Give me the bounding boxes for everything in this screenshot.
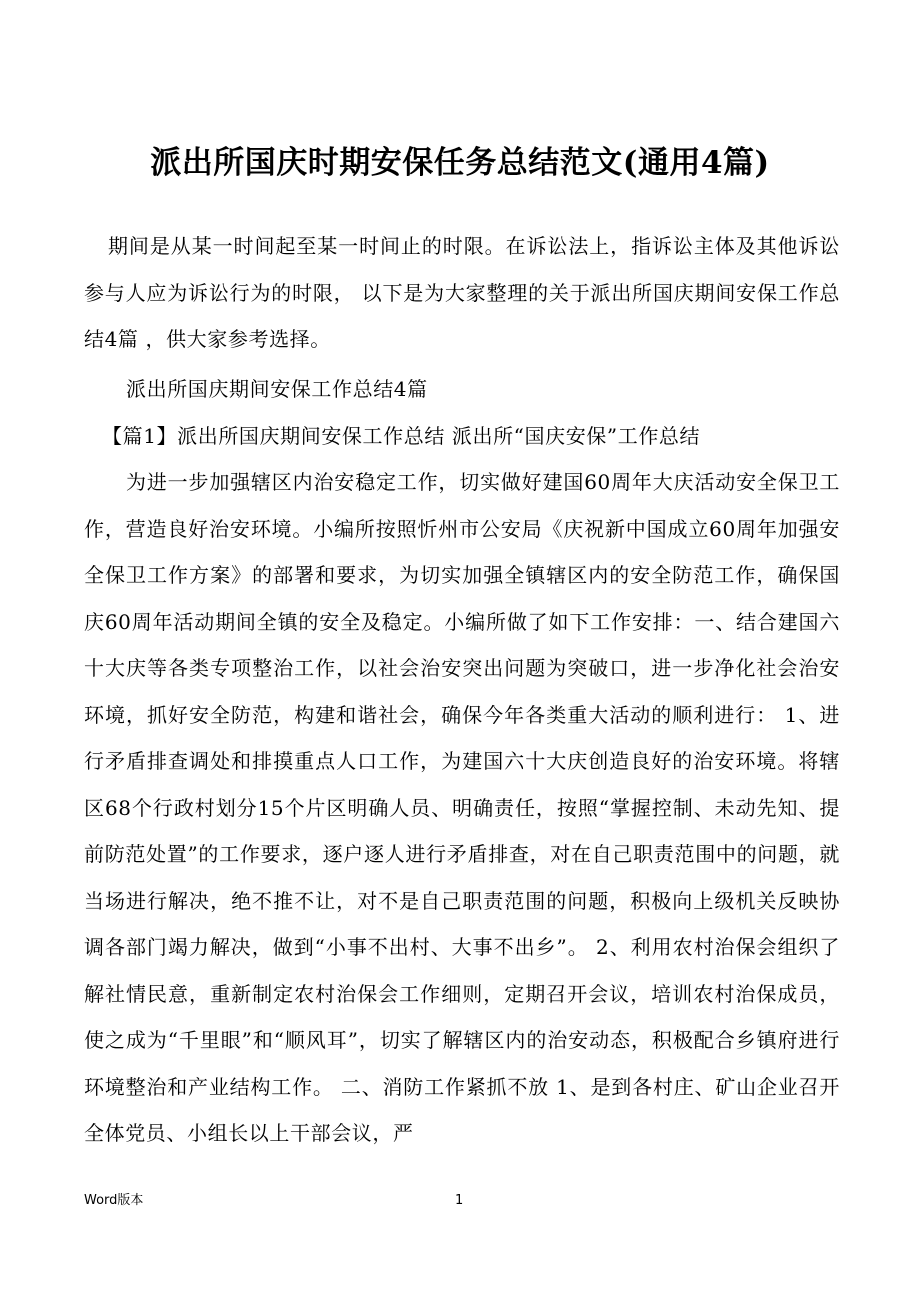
page-number: 1 [455, 1193, 464, 1208]
document-title: 派出所国庆时期安保任务总结范文(通用4篇) [150, 145, 770, 181]
main-paragraph: 为进一步加强辖区内治安稳定工作，切实做好建国60周年大庆活动安全保卫工作，营造良好治安环境。小编所按照忻州市公安局《庆祝新中国成立60周年加强安全保卫工作方案》的部署和要求，为切实加强全镇辖区内的安全防范工作，确保国庆60周年活动期间全镇的安全及稳定。小编所做了如下工作安排：一、结合建国六十大庆等各类专项整治工作，以社会治安突出问题为突破口，进一步净化社会治安环境，抓好安全防范，构建和谐社会，确保今年各类重大活动的顺利进行： 1、进行矛盾排查调处和排摸重点人口工作，为建国六十大庆创造良好的治安环境。将辖区68个行政村划分15个片区明确人员、明确责任，按照“掌握控制、未动先知、提前防范处置”的工作要求，逐户逐人进行矛盾排查，对在自己职责范围中的问题，就当场进行解决，绝不推不让，对不是自己职责范围的问题，积极向上级机关反映协调各部门竭力解决，做到“小事不出村、大事不出乡”。 2、利用农村治保会组织了解社情民意，重新制定农村治保会工作细则，定期召开会议，培训农村治保成员，使之成为“千里眼”和“顺风耳”，切实了解辖区内的治安动态，积极配合乡镇府进行环境整治和产业结构工作。 二、消防工作紧抓不放 1、是到各村庄、矿山企业召开全体党员、小组长以上干部会议，严 [84, 470, 840, 1145]
section-heading: 【篇1】派出所国庆期间安保工作总结 派出所“国庆安保”工作总结 [102, 424, 701, 448]
subtitle-line: 派出所国庆期间安保工作总结4篇 [126, 377, 428, 401]
footer-label: Word版本 [84, 1193, 144, 1208]
intro-paragraph: 期间是从某一时间起至某一时间止的时限。在诉讼法上，指诉讼主体及其他诉讼参与人应为诉讼行为的时限， 以下是为大家整理的关于派出所国庆期间安保工作总结4篇 ，供大家参考选择。 [84, 234, 840, 351]
